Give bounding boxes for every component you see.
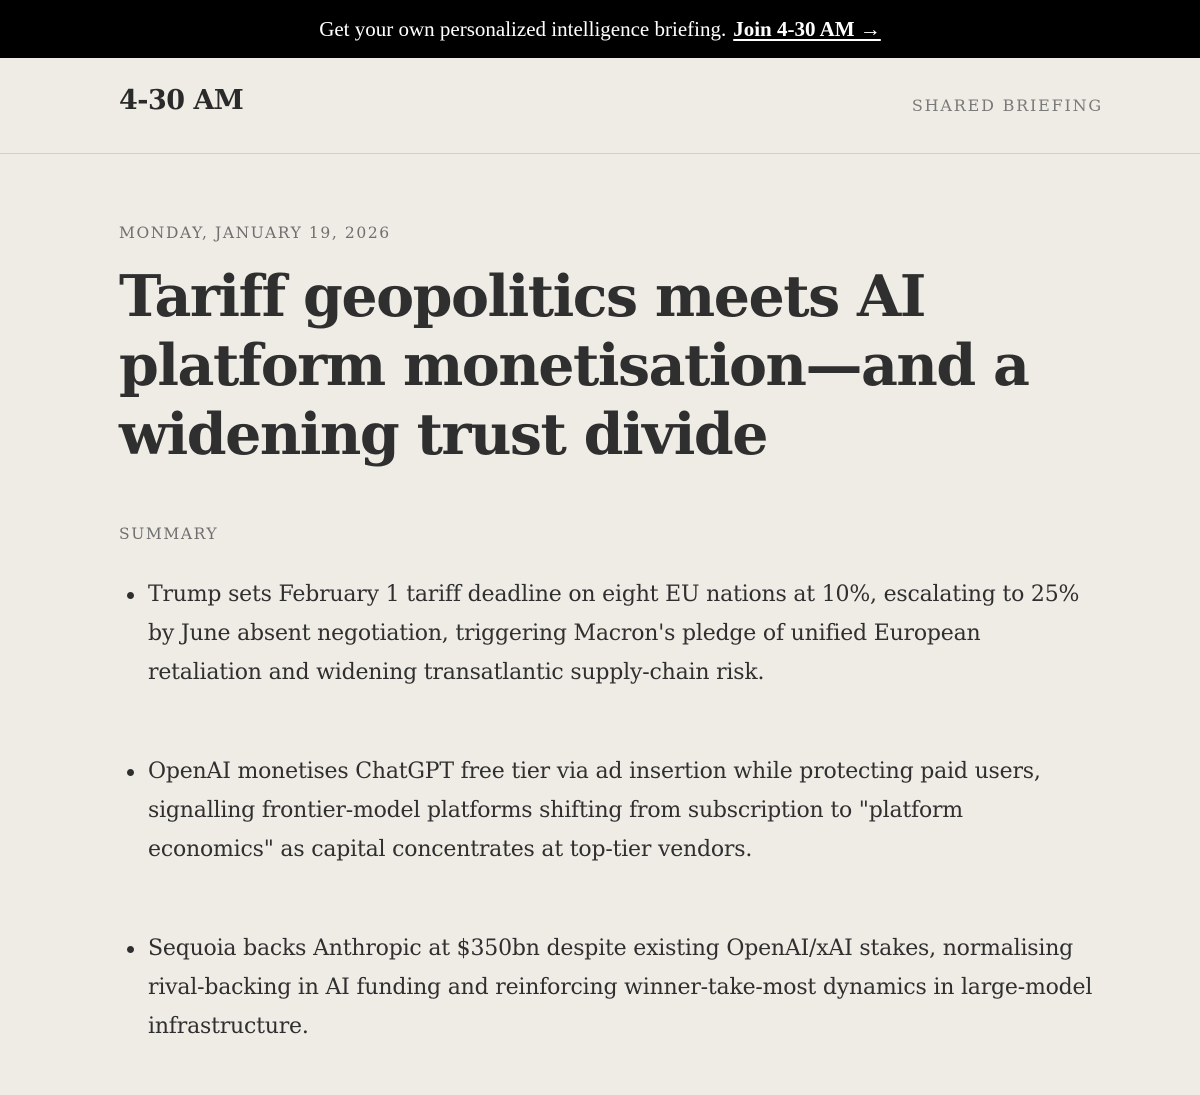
summary-item-text: Sequoia backs Anthropic at $350bn despite existing OpenAI/xAI stakes, normalising rival-backing in AI funding and reinforcing winner-take-most dynamics in large-model infrastructure. xyxy=(148,936,1093,1039)
list-item xyxy=(119,575,1093,692)
bullet-icon xyxy=(127,769,134,776)
shared-briefing-label: SHARED BRIEFING xyxy=(911,96,1103,115)
promo-text: Get your own personalized intelligence briefing. xyxy=(319,16,727,41)
briefing-content xyxy=(0,224,1200,1046)
bullet-icon xyxy=(127,946,134,953)
page-title: Tariff geopolitics meets AI platform monetisation—and a widening trust divide xyxy=(119,263,1029,468)
list-item xyxy=(119,752,1093,869)
briefing-date: MONDAY, JANUARY 19, 2026 xyxy=(119,224,391,242)
summary-heading: SUMMARY xyxy=(119,525,219,543)
site-header xyxy=(0,58,1200,154)
list-item xyxy=(119,929,1093,1046)
summary-item-text: OpenAI monetises ChatGPT free tier via ad insertion while protecting paid users, signalling frontier-model platforms shifting from subscription to "platform economics" as capital concentrates at top-tier vendors. xyxy=(148,759,1041,862)
brand-logo[interactable]: 4-30 AM xyxy=(119,85,244,116)
bullet-icon xyxy=(127,592,134,599)
join-link[interactable]: Join 4-30 AM → xyxy=(733,16,881,41)
summary-item-text: Trump sets February 1 tariff deadline on eight EU nations at 10%, escalating to 25% by June absent negotiation, triggering Macron's pledge of unified European retaliation and widening transatlantic supply-chain risk. xyxy=(148,582,1080,685)
summary-list xyxy=(119,575,1100,1046)
promo-banner xyxy=(0,0,1200,58)
